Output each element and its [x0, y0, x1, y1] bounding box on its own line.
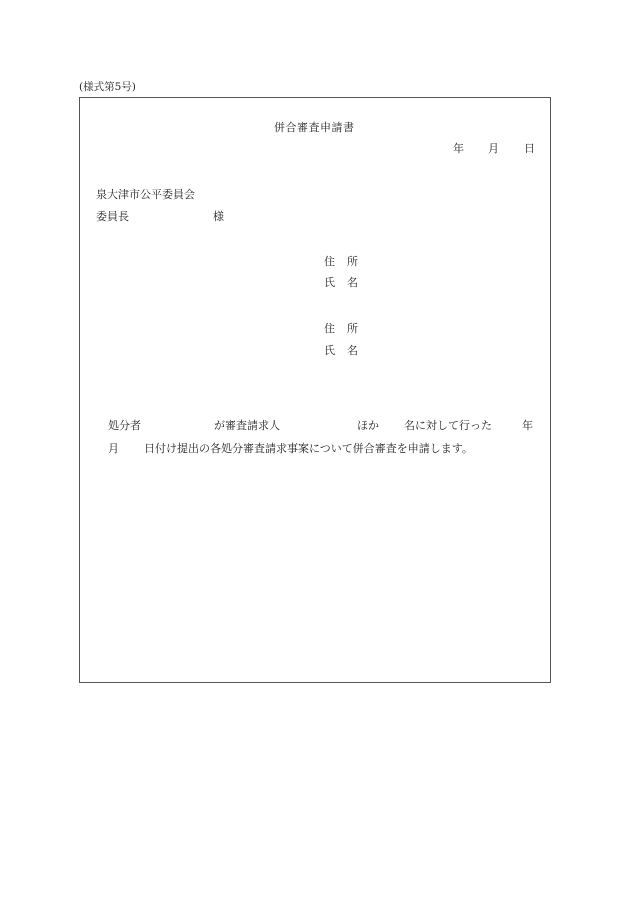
- body-count-label: 名に対して行った: [404, 419, 492, 432]
- applicant-1-address-label-a: 住: [324, 255, 335, 268]
- body-claimant-label: が審査請求人: [214, 419, 280, 432]
- applicant-1-name-label-a: 氏: [324, 276, 335, 289]
- date-month-label: 月: [488, 142, 499, 155]
- applicant-2-name-label-a: 氏: [324, 344, 335, 357]
- applicant-2-address-label-a: 住: [324, 322, 335, 335]
- applicant-1-address-label-b: 所: [347, 255, 358, 268]
- body-year-label: 年: [522, 419, 533, 432]
- body-others-label: ほか: [357, 419, 379, 432]
- form-frame: [79, 97, 551, 683]
- addressee-honorific: 様: [213, 210, 224, 223]
- date-day-label: 日: [524, 142, 535, 155]
- body-disposer-label: 処分者: [108, 419, 141, 432]
- form-number-label: (様式第5号): [79, 81, 136, 93]
- document-title: 併合審査申請書: [274, 121, 355, 134]
- body-month-label: 月: [108, 442, 119, 455]
- applicant-1-name-label-b: 名: [347, 276, 358, 289]
- addressee-chair: 委員長: [96, 210, 129, 223]
- applicant-2-address-label-b: 所: [347, 322, 358, 335]
- date-year-label: 年: [453, 142, 464, 155]
- body-request-text: 日付け提出の各処分審査請求事案について併合審査を申請します。: [144, 442, 473, 455]
- applicant-2-name-label-b: 名: [347, 344, 358, 357]
- addressee-organization: 泉大津市公平委員会: [96, 188, 195, 201]
